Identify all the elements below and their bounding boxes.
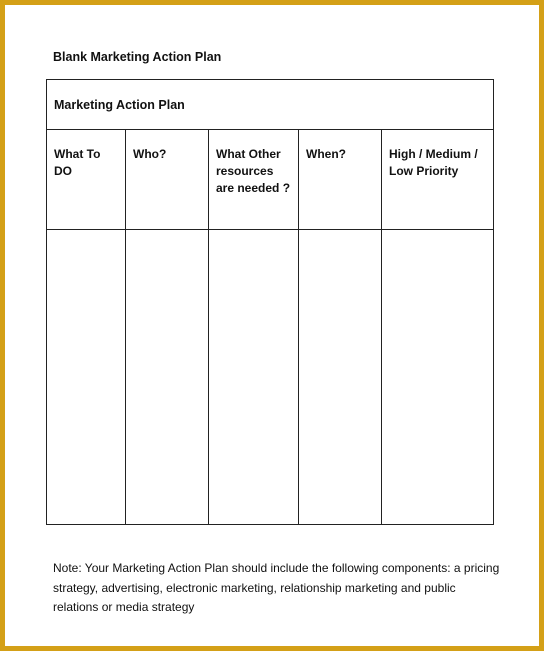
column-header-when: When? [299, 130, 382, 230]
cell-when[interactable] [299, 230, 382, 525]
table-row [47, 230, 494, 525]
document-page [5, 5, 539, 646]
table-title-row [47, 80, 494, 130]
cell-resources[interactable] [209, 230, 299, 525]
column-header-what-to-do: What To DO [47, 130, 126, 230]
note-text: Note: Your Marketing Action Plan should include the following components: a pricing strategy, advertising, electronic marketing, relationship marketing and public relations or media strategy [53, 561, 500, 614]
marketing-action-plan-table [46, 79, 494, 525]
cell-who[interactable] [126, 230, 209, 525]
table-title: Marketing Action Plan [47, 80, 494, 130]
document-title: Blank Marketing Action Plan [53, 50, 222, 64]
cell-what-to-do[interactable] [47, 230, 126, 525]
column-header-who: Who? [126, 130, 209, 230]
column-header-priority: High / Medium / Low Priority [382, 130, 494, 230]
cell-priority[interactable] [382, 230, 494, 525]
column-header-resources: What Other resources are needed ? [209, 130, 299, 230]
table-header-row [47, 130, 494, 230]
